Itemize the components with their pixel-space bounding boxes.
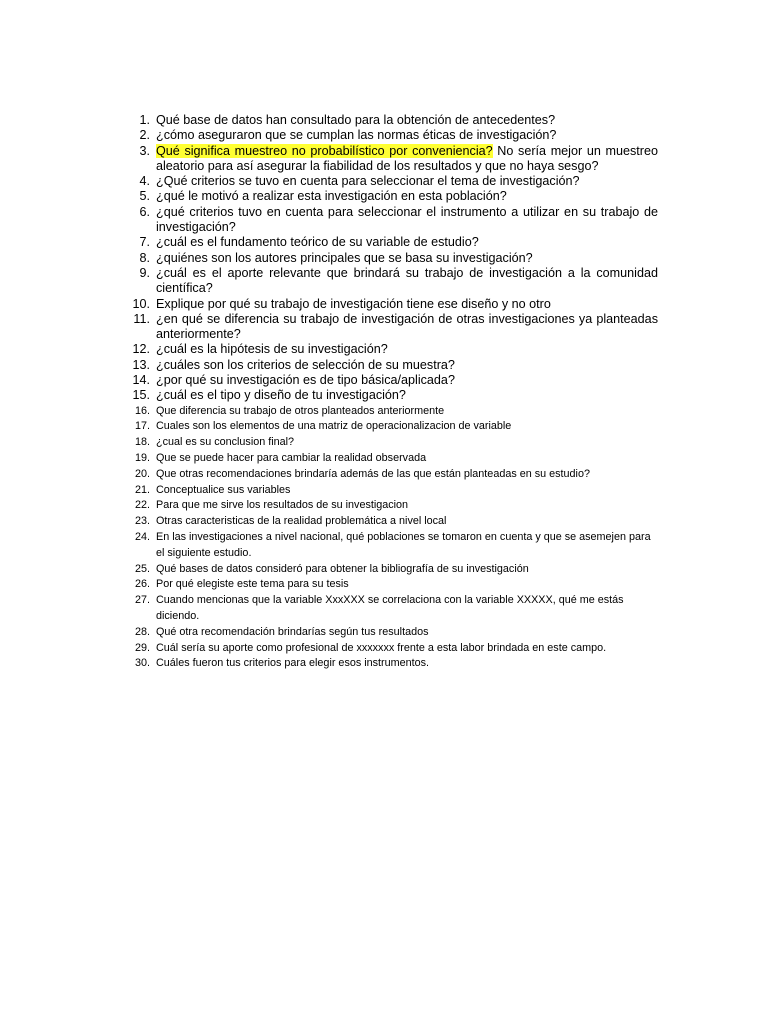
list-item: [130, 467, 658, 483]
item-number: 4.: [139, 174, 150, 189]
item-text: ¿cual es su conclusion final?: [156, 436, 295, 449]
item-text: [156, 144, 658, 175]
item-text: Otras caracteristicas de la realidad problemática a nivel local: [156, 515, 447, 528]
item-text: ¿cuál es el fundamento teórico de su variable de estudio?: [156, 235, 479, 250]
list-item: [130, 641, 658, 657]
item-text-rest: No sería mejor un muestreo aleatorio para así asegurar la fiabilidad de los resultados y que no haya sesgo?: [156, 143, 658, 173]
item-number: 19.: [134, 452, 150, 465]
item-text: Conceptualice sus variables: [156, 483, 291, 496]
list-item: [130, 419, 658, 435]
list-item: [130, 235, 658, 250]
item-text: Cuál sería su aporte como profesional de xxxxxxx frente a esta labor brindada en este campo.: [156, 641, 607, 654]
item-text: ¿cómo aseguraron que se cumplan las normas éticas de investigación?: [156, 128, 557, 143]
item-number: 7.: [139, 235, 150, 250]
item-number: 16.: [134, 404, 150, 417]
item-number: 9.: [139, 265, 150, 280]
item-number: 12.: [132, 342, 150, 357]
item-number: 20.: [134, 467, 150, 480]
item-text: ¿en qué se diferencia su trabajo de investigación de otras investigaciones ya planteadas anteriormente?: [156, 311, 658, 342]
highlighted-text: Qué significa muestreo no probabilístico por conveniencia?: [156, 143, 493, 158]
list-item: [130, 358, 658, 373]
list-item: [130, 483, 658, 499]
item-text: ¿cuáles son los criterios de selección de su muestra?: [156, 357, 455, 372]
item-text: ¿Qué criterios se tuvo en cuenta para seleccionar el tema de investigación?: [156, 174, 580, 189]
item-text: ¿quiénes son los autores principales que se basa su investigación?: [156, 250, 533, 265]
item-number: 23.: [134, 515, 150, 528]
list-item: [130, 113, 658, 128]
item-number: 26.: [134, 578, 150, 591]
list-item: [130, 530, 658, 562]
item-number: 30.: [134, 657, 150, 670]
item-number: 21.: [134, 483, 150, 496]
item-number: 18.: [134, 436, 150, 449]
item-text: Cuáles fueron tus criterios para elegir esos instrumentos.: [156, 657, 430, 670]
list-item: [130, 514, 658, 530]
list-item: [130, 342, 658, 357]
item-text: Que diferencia su trabajo de otros planteados anteriormente: [156, 404, 445, 417]
item-text: Por qué elegiste este tema para su tesis: [156, 578, 349, 591]
item-number: 24.: [134, 531, 150, 544]
item-text: ¿por qué su investigación es de tipo básica/aplicada?: [156, 373, 455, 388]
item-text: ¿qué criterios tuvo en cuenta para seleccionar el instrumento a utilizar en su trabajo de investigación?: [156, 204, 658, 235]
list-item: [130, 297, 658, 312]
list-item: [130, 251, 658, 266]
list-item: [130, 174, 658, 189]
item-number: 29.: [134, 641, 150, 654]
item-text: ¿cuál es el tipo y diseño de tu investigación?: [156, 388, 406, 403]
list-item: [130, 128, 658, 143]
item-text: Qué bases de datos consideró para obtener la bibliografía de su investigación: [156, 562, 529, 575]
item-number: 14.: [132, 373, 150, 388]
list-item: [130, 205, 658, 236]
item-number: 13.: [132, 357, 150, 372]
list-item: [130, 593, 658, 625]
list-item: [130, 404, 658, 420]
item-number: 28.: [134, 625, 150, 638]
list-item: [130, 144, 658, 175]
list-item: [130, 451, 658, 467]
list-item: [130, 577, 658, 593]
list-item: [130, 266, 658, 297]
item-number: 27.: [134, 594, 150, 607]
item-text: Que otras recomendaciones brindaría además de las que están planteadas en su estudio?: [156, 467, 590, 480]
item-text: Qué otra recomendación brindarías según tus resultados: [156, 625, 429, 638]
list-item: [130, 498, 658, 514]
item-text: Que se puede hacer para cambiar la realidad observada: [156, 452, 427, 465]
item-number: 11.: [133, 311, 150, 326]
item-text: Cuando mencionas que la variable XxxXXX se correlaciona con la variable XXXXX, qué me estás diciendo.: [156, 594, 624, 622]
list-item: [130, 656, 658, 672]
item-number: 22.: [134, 499, 150, 512]
item-text: Cuales son los elementos de una matriz de operacionalizacion de variable: [156, 420, 512, 433]
item-text: ¿qué le motivó a realizar esta investigación en esta población?: [156, 189, 507, 204]
item-number: 17.: [134, 420, 150, 433]
item-number: 10.: [132, 296, 150, 311]
item-number: 8.: [139, 250, 150, 265]
list-item: [130, 373, 658, 388]
item-text: En las investigaciones a nivel nacional, qué poblaciones se tomaron en cuenta y que se asemejen para el siguiente estudio.: [156, 531, 651, 559]
item-number: 15.: [132, 388, 150, 403]
item-text: Explique por qué su trabajo de investigación tiene ese diseño y no otro: [156, 296, 551, 311]
item-text: ¿cuál es la hipótesis de su investigación?: [156, 342, 388, 357]
item-number: 3.: [139, 143, 150, 158]
list-item: [130, 312, 658, 343]
list-item: [130, 562, 658, 578]
item-number: 5.: [139, 189, 150, 204]
list-item: [130, 388, 658, 403]
list-item: [130, 189, 658, 204]
item-number: 1.: [139, 113, 150, 127]
item-text: ¿cuál es el aporte relevante que brindará su trabajo de investigación a la comunidad científica?: [156, 265, 658, 296]
question-list: [130, 113, 658, 672]
item-text: Qué base de datos han consultado para la obtención de antecedentes?: [156, 113, 556, 127]
item-number: 25.: [134, 562, 150, 575]
item-number: 6.: [139, 204, 150, 219]
list-item: [130, 625, 658, 641]
item-number: 2.: [139, 128, 150, 143]
item-text: Para que me sirve los resultados de su investigacion: [156, 499, 409, 512]
list-item: [130, 435, 658, 451]
